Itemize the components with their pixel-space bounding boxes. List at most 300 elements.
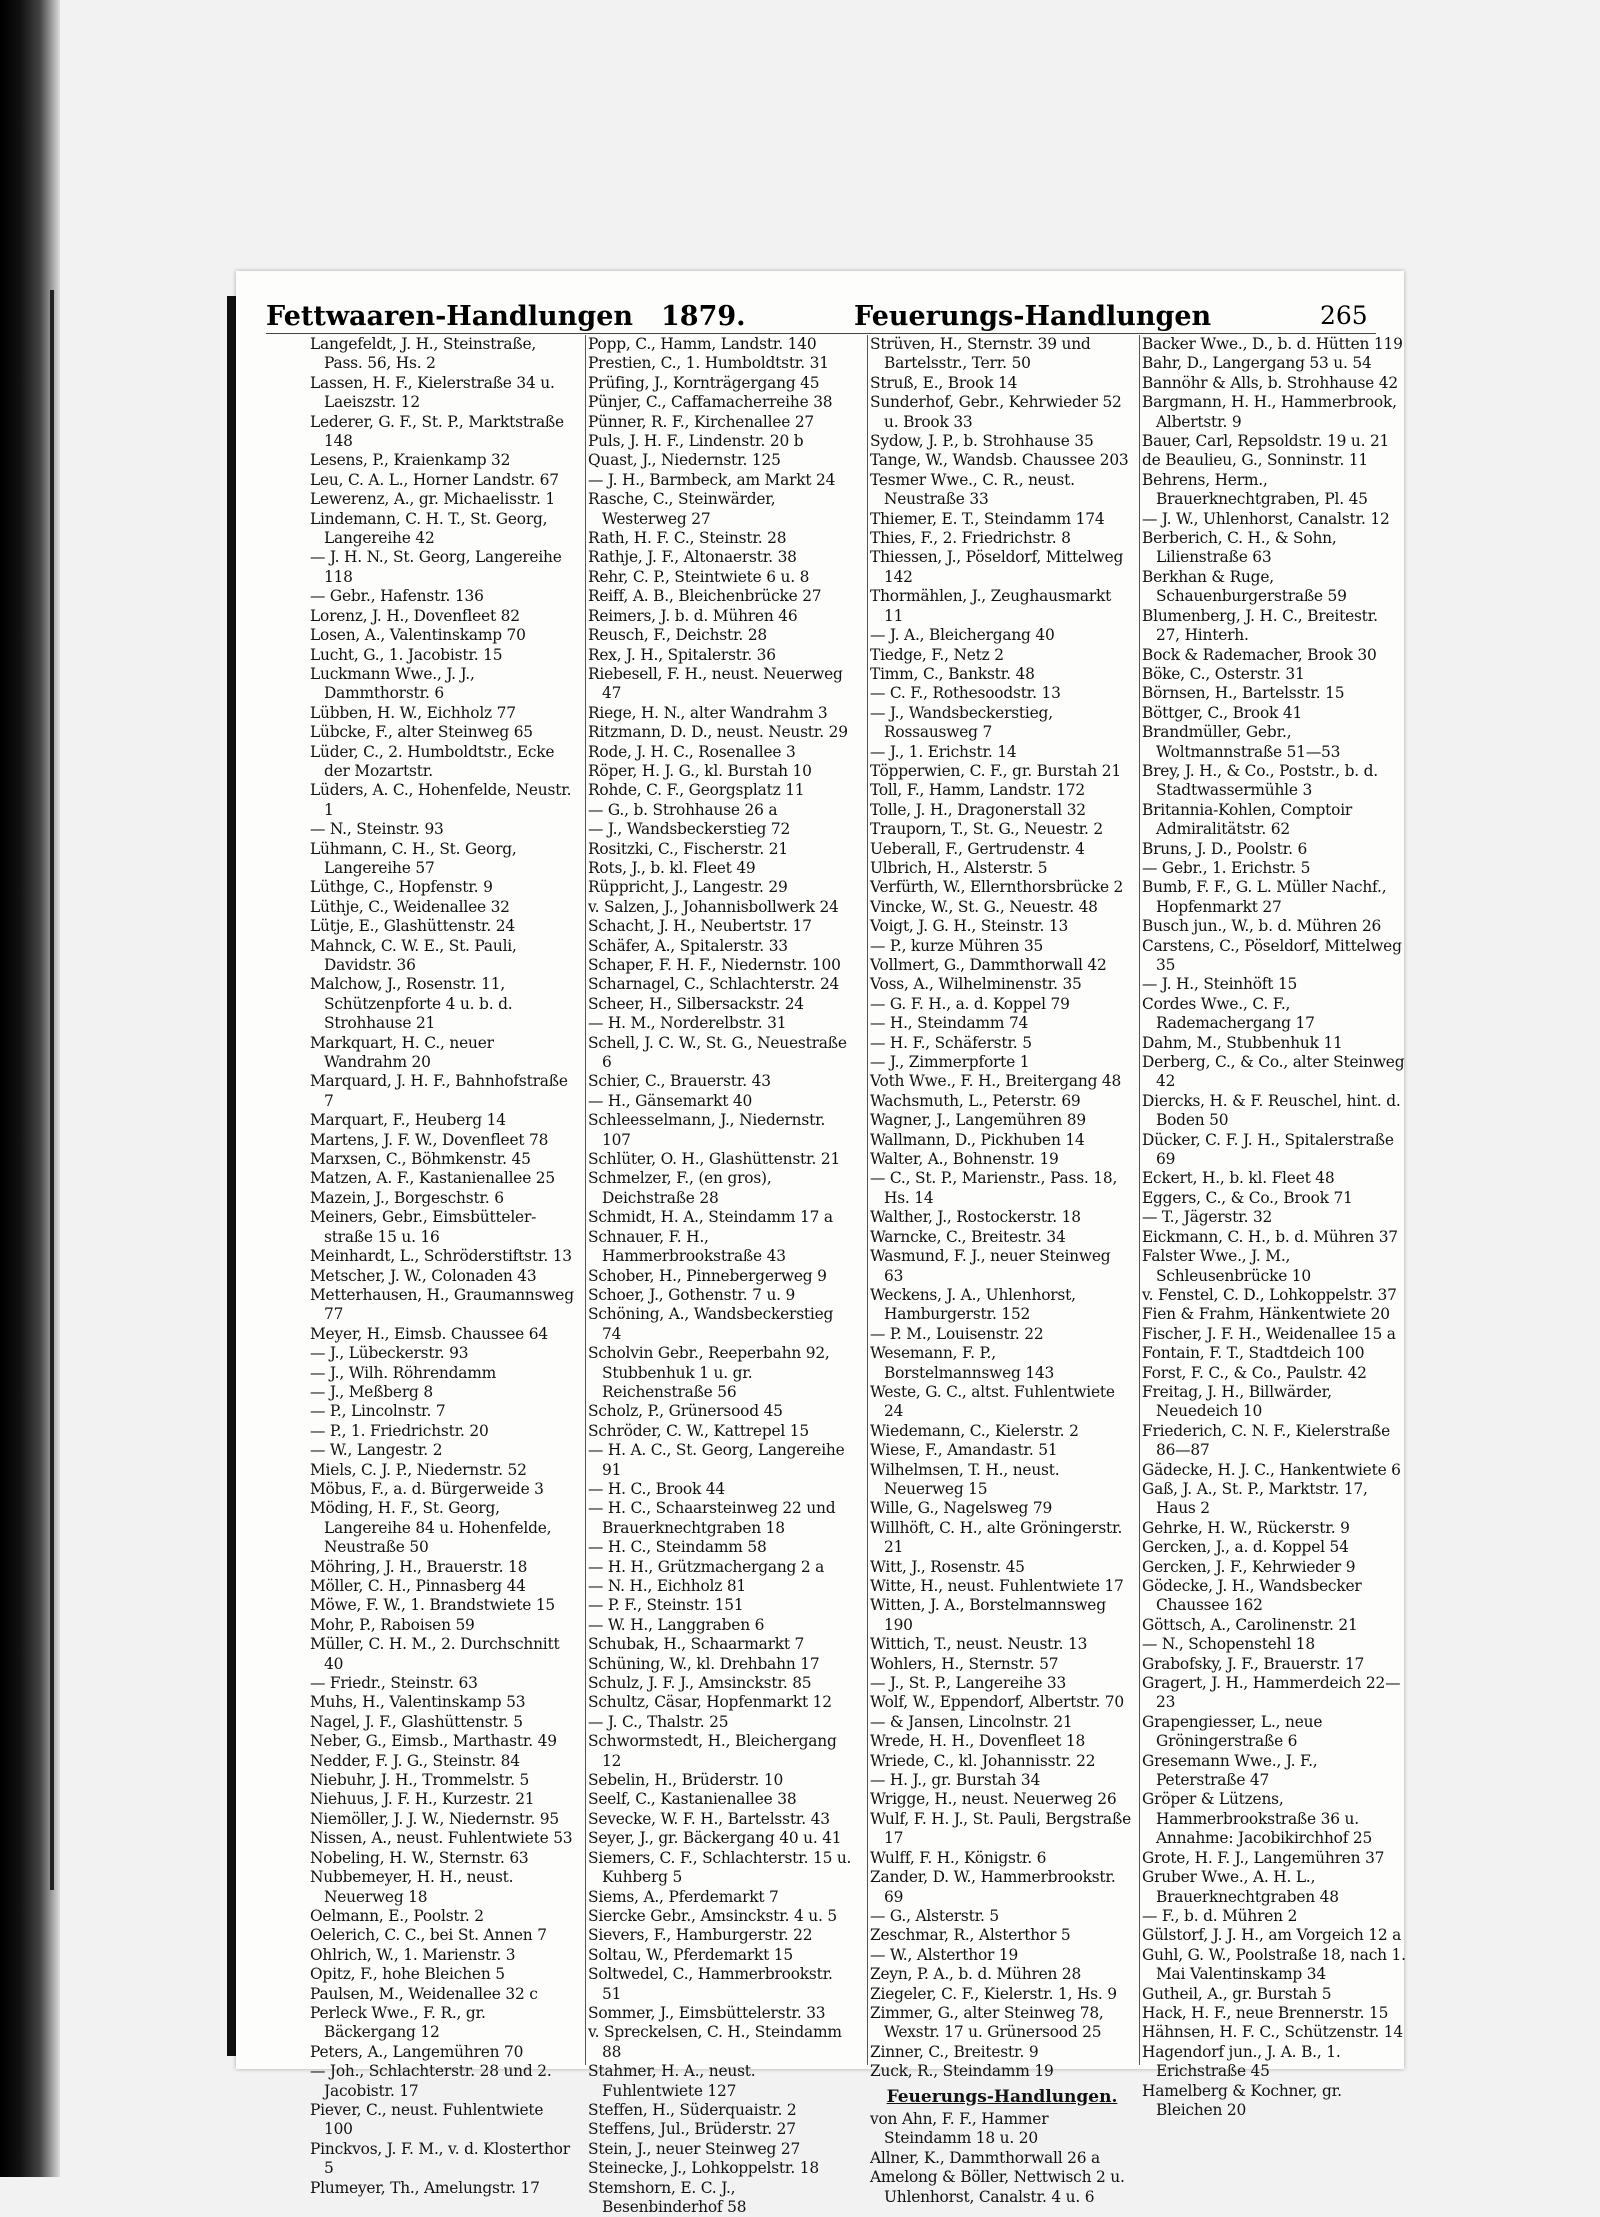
directory-entry: Mazein, J., Borgeschstr. 6: [310, 1188, 504, 1207]
directory-entry: Riege, H. N., alter Wandrahm 3: [588, 703, 828, 722]
directory-entry: Gercken, J. F., Kehrwieder 9: [1142, 1557, 1356, 1576]
directory-entry: Malchow, J., Rosenstr. 11, Schützenpforte 4 u. b. d. Strohhause 21: [310, 975, 513, 1033]
directory-entry: Weste, G. C., altst. Fuhlentwiete 24: [870, 1382, 1115, 1421]
directory-entry: — J., Wilh. Röhrendamm: [310, 1363, 496, 1382]
directory-entry: Plumeyer, Th., Amelungstr. 17: [310, 2178, 540, 2197]
directory-entry: Oelerich, C. C., bei St. Annen 7: [310, 1926, 547, 1945]
directory-entry: Prestien, C., 1. Humboldtstr. 31: [588, 354, 829, 373]
directory-entry: Wesemann, F. P., Borstelmannsweg 143: [870, 1344, 1055, 1382]
directory-entry: Voss, A., Wilhelminenstr. 35: [870, 975, 1082, 994]
directory-entry: Gädecke, H. J. C., Hankentwiete 6: [1142, 1460, 1401, 1479]
directory-entry: Lorenz, J. H., Dovenfleet 82: [310, 606, 520, 625]
directory-entry: Thies, F., 2. Friedrichstr. 8: [870, 529, 1071, 548]
directory-entry: Sebelin, H., Brüderstr. 10: [588, 1771, 784, 1790]
directory-entry: — T., Jägerstr. 32: [1142, 1208, 1273, 1227]
directory-entry: Wriede, C., kl. Johannisstr. 22: [870, 1751, 1096, 1770]
directory-entry: Wagner, J., Langemühren 89: [870, 1111, 1086, 1130]
directory-entry: Losen, A., Valentinskamp 70: [310, 626, 526, 645]
directory-entry: Willhöft, C. H., alte Gröningerstr. 21: [870, 1518, 1123, 1557]
directory-entry: Müller, C. H. M., 2. Durchschnitt 40: [310, 1635, 560, 1673]
directory-entry: Rehr, C. P., Steintwiete 6 u. 8: [588, 567, 810, 586]
directory-entry: — Friedr., Steinstr. 63: [310, 1674, 478, 1693]
directory-entry: Reiff, A. B., Bleichenbrücke 27: [588, 587, 822, 606]
directory-entry: Gercken, J., a. d. Koppel 54: [1142, 1538, 1349, 1557]
directory-entry: Fischer, J. F. H., Weidenallee 15 a: [1142, 1324, 1396, 1343]
directory-entry: Gruber Wwe., A. H. L., Brauerknechtgraben 48: [1142, 1868, 1339, 1906]
directory-entry: Schell, J. C. W., St. G., Neuestraße 6: [588, 1033, 847, 1072]
directory-entry: Grapengiesser, L., neue Gröningerstraße 6: [1142, 1712, 1323, 1751]
directory-entry: Schnauer, F. H., Hammerbrookstraße 43: [588, 1227, 786, 1266]
directory-entry: Lesens, P., Kraienkamp 32: [310, 451, 511, 470]
directory-entry: — N., Steinstr. 93: [310, 820, 444, 839]
directory-entry: — J. H. N., St. Georg, Langereihe 118: [310, 548, 562, 586]
directory-entry: Soltwedel, C., Hammerbrookstr. 51: [588, 1965, 833, 2003]
directory-entry: Wulf, F. H. J., St. Pauli, Bergstraße 17: [870, 1809, 1132, 1848]
directory-entry: Rasche, C., Steinwärder, Westerweg 27: [588, 490, 776, 528]
directory-entry: Sommer, J., Eimsbüttelerstr. 33: [588, 2003, 826, 2022]
directory-entry: Voigt, J. G. H., Steinstr. 13: [870, 917, 1069, 936]
directory-entry: Witt, J., Rosenstr. 45: [870, 1557, 1025, 1576]
directory-entry: Wachsmuth, L., Peterstr. 69: [870, 1091, 1081, 1110]
directory-entry: — C. F., Rothesoodstr. 13: [870, 684, 1061, 703]
directory-entry: Prüfing, J., Kornträgergang 45: [588, 373, 820, 392]
directory-entry: Röper, H. J. G., kl. Burstah 10: [588, 761, 812, 780]
directory-entry: — J. C., Thalstr. 25: [588, 1712, 729, 1731]
directory-entry: — F., b. d. Mühren 2: [1142, 1906, 1298, 1925]
directory-entry: Pinckvos, J. F. M., v. d. Klosterthor 5: [310, 2139, 570, 2178]
directory-entry: Gragert, J. H., Hammerdeich 22—23: [1142, 1674, 1401, 1712]
directory-entry: — J., Wandsbeckerstieg, Rossausweg 7: [870, 703, 1053, 742]
directory-entry: Zinner, C., Breitestr. 9: [870, 2042, 1039, 2061]
directory-entry: Carstens, C., Pöseldorf, Mittelweg 35: [1142, 936, 1402, 974]
directory-entry: Timm, C., Bankstr. 48: [870, 664, 1035, 683]
directory-entry: Schüning, W., kl. Drehbahn 17: [588, 1654, 820, 1673]
directory-entry: Gödecke, J. H., Wandsbecker Chaussee 162: [1142, 1577, 1362, 1615]
directory-entry: Muhs, H., Valentinskamp 53: [310, 1693, 526, 1712]
directory-entry: — H. C., Schaarsteinweg 22 und Brauerknechtgraben 18: [588, 1499, 836, 1537]
directory-entry: Schacht, J. H., Neubertstr. 17: [588, 917, 812, 936]
directory-entry: — H. J., gr. Burstah 34: [870, 1771, 1041, 1790]
directory-entry: — H. C., Brook 44: [588, 1479, 725, 1498]
directory-entry: Marquard, J. H. F., Bahnhofstraße 7: [310, 1072, 568, 1110]
directory-entry: Voth Wwe., F. H., Breitergang 48: [870, 1072, 1122, 1091]
directory-entry: — J., Zimmerpforte 1: [870, 1053, 1030, 1072]
directory-entry: Bargmann, H. H., Hammerbrook, Albertstr. 9: [1142, 393, 1397, 431]
directory-entry: Möller, C. H., Pinnasberg 44: [310, 1577, 526, 1595]
directory-entry: Derberg, C., & Co., alter Steinweg 42: [1142, 1053, 1405, 1091]
directory-entry: Witte, H., neust. Fuhlentwiete 17: [870, 1577, 1124, 1595]
directory-entry: Ziegeler, C. F., Kielerstr. 1, Hs. 9: [870, 1984, 1117, 2003]
directory-entry: Lucht, G., 1. Jacobistr. 15: [310, 645, 503, 664]
directory-entry: — J., Lübeckerstr. 93: [310, 1344, 469, 1363]
directory-entry: Meiners, Gebr., Eimsbütteler-straße 15 u. 16: [310, 1208, 537, 1246]
directory-entry: Berberich, C. H., & Sohn, Lilienstraße 63: [1142, 529, 1337, 567]
directory-entry: v. Fenstel, C. D., Lohkoppelstr. 37: [1142, 1285, 1397, 1304]
directory-entry: Reusch, F., Deichstr. 28: [588, 626, 767, 645]
directory-entry: Wittich, T., neust. Neustr. 13: [870, 1635, 1088, 1654]
column-divider: [867, 335, 868, 2065]
directory-entry: Neber, G., Eimsb., Marthastr. 49: [310, 1732, 557, 1751]
directory-entry: Wallmann, D., Pickhuben 14: [870, 1130, 1085, 1149]
directory-entry: Schier, C., Brauerstr. 43: [588, 1072, 771, 1091]
directory-entry: Amelong & Böller, Nettwisch 2 u. Uhlenhorst, Canalstr. 4 u. 6: [870, 2168, 1125, 2206]
directory-entry: Sydow, J. P., b. Strohhause 35: [870, 432, 1094, 451]
directory-entry: — J. W., Uhlenhorst, Canalstr. 12: [1142, 509, 1390, 528]
directory-entry: Freitag, J. H., Billwärder, Neuedeich 10: [1142, 1382, 1332, 1421]
directory-entry: Zeyn, P. A., b. d. Mühren 28: [870, 1965, 1082, 1984]
directory-entry: Stahmer, H. A., neust. Fuhlentwiete 127: [588, 2062, 756, 2100]
directory-entry: Rohde, C. F., Georgsplatz 11: [588, 781, 805, 800]
directory-entry: Nubbemeyer, H. H., neust. Neuerweg 18: [310, 1868, 514, 1906]
directory-entry: — J. A., Bleichergang 40: [870, 626, 1055, 645]
directory-entry: Schöning, A., Wandsbeckerstieg 74: [588, 1305, 834, 1343]
directory-entry: Brey, J. H., & Co., Poststr., b. d. Stadtwassermühle 3: [1142, 761, 1378, 800]
directory-entry: Seelf, C., Kastanienallee 38: [588, 1790, 797, 1809]
directory-entry: Dahm, M., Stubbenhuk 11: [1142, 1033, 1343, 1052]
directory-entry: Martens, J. F. W., Dovenfleet 78: [310, 1130, 549, 1149]
directory-entry: Sevecke, W. F. H., Bartelsstr. 43: [588, 1809, 830, 1828]
directory-entry: — J., Meßberg 8: [310, 1382, 433, 1401]
directory-entry: Tange, W., Wandsb. Chaussee 203: [870, 451, 1129, 470]
directory-entry: Markquart, H. C., neuer Wandrahm 20: [310, 1033, 494, 1072]
directory-entry: Lüthge, C., Hopfenstr. 9: [310, 878, 493, 897]
directory-entry: Zander, D. W., Hammerbrookstr. 69: [870, 1868, 1116, 1906]
directory-entry: Eggers, C., & Co., Brook 71: [1142, 1188, 1353, 1207]
directory-entry: — J., St. P., Langereihe 33: [870, 1674, 1067, 1693]
section-heading: Feuerungs-Handlungen.: [886, 2086, 1118, 2107]
directory-entry: Toll, F., Hamm, Landstr. 172: [870, 781, 1085, 800]
directory-entry: Diercks, H. & F. Reuschel, hint. d. Boden 50: [1142, 1091, 1401, 1130]
directory-entry: Struß, E., Brook 14: [870, 373, 1018, 392]
directory-entry: Behrens, Herm., Brauerknechtgraben, Pl. 45: [1142, 470, 1368, 509]
directory-entry: Siemers, C. F., Schlachterstr. 15 u. Kuhberg 5: [588, 1848, 852, 1887]
directory-entry: — G. F. H., a. d. Koppel 79: [870, 994, 1070, 1013]
directory-entry: Berkhan & Ruge, Schauenburgerstraße 59: [1142, 567, 1347, 606]
directory-entry: Quast, J., Niedernstr. 125: [588, 451, 781, 470]
directory-entry: Perleck Wwe., F. R., gr. Bäckergang 12: [310, 2003, 486, 2042]
directory-entry: Reimers, J. b. d. Mühren 46: [588, 606, 798, 625]
directory-entry: Grote, H. F. J., Langemühren 37: [1142, 1848, 1385, 1867]
directory-entry: Wilhelmsen, T. H., neust. Neuerweg 15: [870, 1460, 1060, 1498]
directory-entry: — H. A. C., St. Georg, Langereihe 91: [588, 1441, 845, 1479]
directory-entry: Vollmert, G., Dammthorwall 42: [870, 956, 1107, 974]
directory-entry: v. Spreckelsen, C. H., Steindamm 88: [588, 2023, 842, 2061]
directory-entry: Rode, J. H. C., Rosenallee 3: [588, 742, 796, 761]
directory-entry: — W., Alsterthor 19: [870, 1945, 1019, 1964]
directory-entry: Trauporn, T., St. G., Neuestr. 2: [870, 820, 1104, 839]
directory-entry: Bock & Rademacher, Brook 30: [1142, 645, 1377, 664]
directory-entry: Miels, C. J. P., Niedernstr. 52: [310, 1460, 527, 1479]
directory-entry: Rathje, J. F., Altonaerstr. 38: [588, 548, 797, 567]
directory-entry: — J. H., Barmbeck, am Markt 24: [588, 470, 836, 489]
directory-entry: Möbus, F., a. d. Bürgerweide 3: [310, 1479, 544, 1498]
directory-entry: Hähnsen, H. F. C., Schützenstr. 14: [1142, 2023, 1403, 2042]
directory-entry: Ohlrich, W., 1. Marienstr. 3: [310, 1945, 516, 1964]
directory-entry: Lütje, E., Glashüttenstr. 24: [310, 917, 515, 936]
directory-entry: Matzen, A. F., Kastanienallee 25: [310, 1169, 555, 1188]
directory-entry: Peters, A., Langemühren 70: [310, 2042, 524, 2061]
column-divider: [585, 335, 586, 2065]
directory-entry: Thiemer, E. T., Steindamm 174: [870, 509, 1105, 528]
directory-entry: Hagendorf jun., J. A. B., 1. Erichstraße 45: [1142, 2042, 1341, 2081]
directory-entry: Wiedemann, C., Kielerstr. 2: [870, 1421, 1079, 1440]
directory-entry: Grabofsky, J. F., Brauerstr. 17: [1142, 1654, 1365, 1673]
directory-entry: — W. H., Langgraben 6: [588, 1615, 765, 1634]
directory-entry: Rositzki, C., Fischerstr. 21: [588, 839, 788, 858]
directory-entry: Zuck, R., Steindamm 19: [870, 2062, 1054, 2081]
directory-entry: Langefeldt, J. H., Steinstraße, Pass. 56, Hs. 2: [310, 335, 537, 373]
directory-entry: Möding, H. F., St. Georg, Langereihe 84 u. Hohenfelde, Neustraße 50: [310, 1499, 552, 1557]
directory-entry: — P., kurze Mühren 35: [870, 936, 1044, 955]
directory-entry: — H., Gänsemarkt 40: [588, 1091, 753, 1110]
directory-entry: — P. M., Louisenstr. 22: [870, 1324, 1044, 1343]
directory-entry: Siems, A., Pferdemarkt 7: [588, 1887, 779, 1906]
column-3: [870, 335, 1134, 2207]
directory-entry: Walter, A., Bohnenstr. 19: [870, 1150, 1059, 1169]
directory-entry: Schober, H., Pinnebergerweg 9: [588, 1266, 827, 1285]
directory-entry: Tiedge, F., Netz 2: [870, 645, 1004, 664]
directory-entry: Thiessen, J., Pöseldorf, Mittelweg 142: [870, 548, 1124, 586]
directory-entry: von Ahn, F. F., Hammer Steindamm 18 u. 20: [870, 2109, 1049, 2148]
directory-entry: Schubak, H., Schaarmarkt 7: [588, 1635, 805, 1654]
directory-entry: v. Salzen, J., Johannisbollwerk 24: [588, 897, 839, 916]
column-1: [310, 335, 574, 2198]
column-2: [588, 335, 852, 2217]
directory-entry: Marquart, F., Heuberg 14: [310, 1111, 506, 1130]
page-number: 265: [1320, 301, 1368, 330]
directory-entry: Dücker, C. F. J. H., Spitalerstraße 69: [1142, 1130, 1394, 1169]
directory-entry: Soltau, W., Pferdemarkt 15: [588, 1945, 793, 1964]
directory-entry: Wille, G., Nagelsweg 79: [870, 1499, 1053, 1518]
directory-entry: Schleesselmann, J., Niedernstr. 107: [588, 1111, 826, 1149]
directory-entry: — H., Steindamm 74: [870, 1014, 1029, 1033]
directory-entry: Niemöller, J. J. W., Niedernstr. 95: [310, 1809, 559, 1828]
directory-entry: Meyer, H., Eimsb. Chaussee 64: [310, 1324, 548, 1343]
directory-entry: Fien & Frahm, Hänkentwiete 20: [1142, 1305, 1390, 1324]
directory-entry: Töpperwien, C. F., gr. Burstah 21: [870, 761, 1121, 780]
directory-entry: Warncke, C., Breitestr. 34: [870, 1227, 1066, 1246]
directory-entry: Schulz, J. F. J., Amsinckstr. 85: [588, 1674, 812, 1693]
directory-entry: Backer Wwe., D., b. d. Hütten 119: [1142, 335, 1403, 353]
directory-entry: Schröder, C. W., Kattrepel 15: [588, 1421, 809, 1440]
directory-entry: Lüthje, C., Weidenallee 32: [310, 897, 510, 916]
directory-entry: — C., St. P., Marienstr., Pass. 18, Hs. 14: [870, 1169, 1118, 1207]
directory-entry: Weckens, J. A., Uhlenhorst, Hamburgerstr. 152: [870, 1285, 1076, 1324]
directory-entry: Böttger, C., Brook 41: [1142, 703, 1303, 722]
directory-entry: Wrigge, H., neust. Neuerweg 26: [870, 1790, 1117, 1809]
directory-entry: Möwe, F. W., 1. Brandstwiete 15: [310, 1596, 555, 1615]
directory-entry: Opitz, F., hohe Bleichen 5: [310, 1965, 505, 1984]
directory-entry: Gaß, J. A., St. P., Marktstr. 17, Haus 2: [1142, 1479, 1368, 1518]
directory-entry: Forst, F. C., & Co., Paulstr. 42: [1142, 1363, 1367, 1382]
facing-page-edge: [0, 0, 60, 2177]
directory-entry: Möhring, J. H., Brauerstr. 18: [310, 1557, 528, 1576]
directory-entry: Leu, C. A. L., Horner Landstr. 67: [310, 470, 559, 489]
directory-entry: Pünner, R. F., Kirchenallee 27: [588, 412, 815, 431]
directory-entry: Schoer, J., Gothenstr. 7 u. 9: [588, 1285, 796, 1304]
directory-entry: Wohlers, H., Sternstr. 57: [870, 1654, 1059, 1673]
directory-entry: — H. C., Steindamm 58: [588, 1538, 767, 1557]
directory-entry: Scholvin Gebr., Reeperbahn 92, Stubbenhuk 1 u. gr. Reichenstraße 56: [588, 1344, 830, 1401]
directory-entry: Oelmann, E., Poolstr. 2: [310, 1906, 484, 1925]
directory-entry: Thormählen, J., Zeughausmarkt 11: [870, 587, 1112, 625]
directory-entry: Wolf, W., Eppendorf, Albertstr. 70: [870, 1693, 1124, 1712]
directory-entry: Scholz, P., Grünersood 45: [588, 1402, 783, 1421]
directory-entry: Marxsen, C., Böhmkenstr. 45: [310, 1150, 531, 1169]
directory-entry: Wasmund, F. J., neuer Steinweg 63: [870, 1247, 1111, 1285]
directory-entry: Göttsch, A., Carolinenstr. 21: [1142, 1615, 1358, 1634]
directory-entry: Niehuus, J. F. H., Kurzestr. 21: [310, 1790, 535, 1809]
directory-entry: Hack, H. F., neue Brennerstr. 15: [1142, 2003, 1389, 2022]
directory-entry: Bumb, F. F., G. L. Müller Nachf., Hopfenmarkt 27: [1142, 878, 1387, 916]
directory-entry: Britannia-Kohlen, Comptoir Admiralitätstr. 62: [1142, 800, 1353, 839]
directory-entry: Lindemann, C. H. T., St. Georg, Langereihe 42: [310, 509, 548, 548]
directory-entry: Schwormstedt, H., Bleichergang 12: [588, 1732, 837, 1770]
directory-entry: Niebuhr, J. H., Trommelstr. 5: [310, 1771, 530, 1790]
directory-entry: — G., b. Strohhause 26 a: [588, 800, 778, 819]
directory-entry: Bannöhr & Alls, b. Strohhause 42: [1142, 373, 1398, 392]
directory-entry: Böke, C., Osterstr. 31: [1142, 664, 1305, 683]
directory-entry: Nedder, F. J. G., Steinstr. 84: [310, 1751, 520, 1770]
directory-entry: Hamelberg & Kochner, gr. Bleichen 20: [1142, 2081, 1342, 2119]
column-4: [1142, 335, 1406, 2120]
directory-entry: — G., Alsterstr. 5: [870, 1906, 1000, 1925]
header-rule: [266, 333, 1376, 334]
directory-entry: Metterhausen, H., Graumannsweg 77: [310, 1285, 574, 1324]
directory-entry: Luckmann Wwe., J. J., Dammthorstr. 6: [310, 664, 475, 703]
directory-entry: Bauer, Carl, Repsoldstr. 19 u. 21: [1142, 432, 1390, 451]
directory-entry: Popp, C., Hamm, Landstr. 140: [588, 335, 817, 353]
directory-entry: Lübben, H. W., Eichholz 77: [310, 703, 516, 722]
directory-entry: — Gebr., 1. Erichstr. 5: [1142, 858, 1311, 877]
directory-entry: Börnsen, H., Bartelsstr. 15: [1142, 684, 1345, 703]
directory-entry: Rots, J., b. kl. Fleet 49: [588, 858, 756, 877]
directory-entry: — Gebr., Hafenstr. 136: [310, 587, 484, 606]
directory-entry: Steffens, Jul., Brüderstr. 27: [588, 2120, 796, 2139]
directory-entry: Schlüter, O. H., Glashüttenstr. 21: [588, 1150, 841, 1169]
header-left-title: Fettwaaren-Handlungen: [266, 301, 634, 332]
header-year: 1879.: [661, 301, 746, 332]
directory-entry: Schmelzer, F., (en gros), Deichstraße 28: [588, 1169, 772, 1207]
directory-entry: Brandmüller, Gebr., Woltmannstraße 51—53: [1142, 723, 1341, 761]
directory-entry: Busch jun., W., b. d. Mühren 26: [1142, 917, 1382, 936]
directory-entry: de Beaulieu, G., Sonninstr. 11: [1142, 451, 1369, 470]
directory-entry: Mahnck, C. W. E., St. Pauli, Davidstr. 36: [310, 936, 517, 974]
directory-entry: Ulbrich, H., Alsterstr. 5: [870, 858, 1048, 877]
directory-entry: Verfürth, W., Ellernthorsbrücke 2: [870, 878, 1124, 897]
directory-entry: Lassen, H. F., Kielerstraße 34 u. Laeiszstr. 12: [310, 373, 555, 412]
directory-entry: Ritzmann, D. D., neust. Neustr. 29: [588, 723, 848, 742]
directory-entry: Metscher, J. W., Colonaden 43: [310, 1266, 537, 1285]
directory-entry: — & Jansen, Lincolnstr. 21: [870, 1712, 1073, 1731]
directory-entry: Paulsen, M., Weidenallee 32 c: [310, 1984, 538, 2003]
directory-entry: Gresemann Wwe., J. F., Peterstraße 47: [1142, 1751, 1318, 1790]
directory-entry: Stemshorn, E. C. J., Besenbinderhof 58: [588, 2178, 747, 2216]
directory-entry: Guhl, G. W., Poolstraße 18, nach 1. Mai Valentinskamp 34: [1142, 1945, 1406, 1984]
directory-entry: Meinhardt, L., Schröderstiftstr. 13: [310, 1247, 572, 1266]
directory-entry: Rex, J. H., Spitalerstr. 36: [588, 645, 776, 664]
directory-entry: Seyer, J., gr. Bäckergang 40 u. 41: [588, 1829, 842, 1848]
directory-entry: — J. H., Steinhöft 15: [1142, 975, 1298, 994]
directory-entry: Tolle, J. H., Dragonerstall 32: [870, 800, 1086, 819]
directory-entry: — P., 1. Friedrichstr. 20: [310, 1421, 489, 1440]
directory-entry: Wrede, H. H., Dovenfleet 18: [870, 1732, 1086, 1751]
directory-entry: — H. H., Grützmachergang 2 a: [588, 1557, 825, 1576]
directory-entry: — J., 1. Erichstr. 14: [870, 742, 1017, 761]
directory-entry: Vincke, W., St. G., Neuestr. 48: [870, 897, 1098, 916]
directory-entry: — H. F., Schäferstr. 5: [870, 1033, 1032, 1052]
directory-entry: Zimmer, G., alter Steinweg 78, Wexstr. 17 u. Grünersood 25: [870, 2003, 1104, 2042]
directory-entry: — Joh., Schlachterstr. 28 und 2. Jacobistr. 17: [310, 2062, 552, 2100]
directory-entry: Steffen, H., Süderquaistr. 2: [588, 2100, 797, 2119]
directory-entry: Walther, J., Rostockerstr. 18: [870, 1208, 1081, 1227]
directory-entry: Ueberall, F., Gertrudenstr. 4: [870, 839, 1085, 858]
directory-entry: Gehrke, H. W., Rückerstr. 9: [1142, 1518, 1350, 1537]
directory-entry: Gutheil, A., gr. Burstah 5: [1142, 1984, 1332, 2003]
directory-entry: Eickmann, C. H., b. d. Mühren 37: [1142, 1227, 1398, 1246]
directory-entry: Falster Wwe., J. M., Schleusenbrücke 10: [1142, 1247, 1311, 1285]
directory-entry: — P., Lincolnstr. 7: [310, 1402, 446, 1421]
directory-entry: Lüder, C., 2. Humboldtstr., Ecke der Mozartstr.: [310, 742, 555, 780]
directory-entry: — J., Wandsbeckerstieg 72: [588, 820, 791, 839]
directory-entry: Zeschmar, R., Alsterthor 5: [870, 1926, 1071, 1945]
directory-entry: Allner, K., Dammthorwall 26 a: [870, 2148, 1100, 2167]
directory-entry: Witten, J. A., Borstelmannsweg 190: [870, 1596, 1106, 1634]
directory-entry: Wulff, F. H., Königstr. 6: [870, 1848, 1047, 1867]
directory-entry: — N., Schopenstehl 18: [1142, 1635, 1315, 1654]
directory-entry: — P. F., Steinstr. 151: [588, 1596, 744, 1615]
directory-entry: Wiese, F., Amandastr. 51: [870, 1441, 1058, 1460]
directory-entry: Pünjer, C., Caffamacherreihe 38: [588, 393, 833, 412]
directory-entry: Lühmann, C. H., St. Georg, Langereihe 57: [310, 839, 517, 877]
directory-entry: Rath, H. F. C., Steinstr. 28: [588, 529, 787, 548]
directory-entry: Tesmer Wwe., C. R., neust. Neustraße 33: [870, 470, 1075, 509]
directory-entry: Bahr, D., Langergang 53 u. 54: [1142, 354, 1372, 373]
directory-entry: Piever, C., neust. Fuhlentwiete 100: [310, 2100, 544, 2139]
directory-entry: Lüders, A. C., Hohenfelde, Neustr. 1: [310, 781, 572, 819]
directory-entry: Rüppricht, J., Langestr. 29: [588, 878, 788, 897]
directory-entry: Schmidt, H. A., Steindamm 17 a: [588, 1208, 833, 1227]
directory-entry: Sunderhof, Gebr., Kehrwieder 52 u. Brook 33: [870, 393, 1122, 431]
directory-entry: Scheer, H., Silbersackstr. 24: [588, 994, 804, 1013]
directory-entry: Cordes Wwe., C. F., Rademachergang 17: [1142, 994, 1315, 1033]
column-divider: [1139, 335, 1140, 2065]
directory-entry: Lewerenz, A., gr. Michaelisstr. 1: [310, 490, 555, 509]
directory-entry: Blumenberg, J. H. C., Breitestr. 27, Hinterh.: [1142, 606, 1378, 645]
directory-entry: Lübcke, F., alter Steinweg 65: [310, 723, 533, 742]
directory-entry: Lederer, G. F., St. P., Marktstraße 148: [310, 412, 564, 451]
directory-entry: Schäfer, A., Spitalerstr. 33: [588, 936, 788, 955]
directory-entry: Scharnagel, C., Schlachterstr. 24: [588, 975, 840, 994]
directory-entry: Bruns, J. D., Poolstr. 6: [1142, 839, 1308, 858]
directory-entry: Puls, J. H. F., Lindenstr. 20 b: [588, 432, 804, 451]
directory-entry: Nissen, A., neust. Fuhlentwiete 53: [310, 1829, 573, 1848]
directory-entry: Friederich, C. N. F., Kielerstraße 86—87: [1142, 1421, 1390, 1460]
directory-entry: — N. H., Eichholz 81: [588, 1577, 747, 1595]
directory-entry: — H. M., Norderelbstr. 31: [588, 1014, 787, 1033]
directory-entry: Strüven, H., Sternstr. 39 und Bartelsstr., Terr. 50: [870, 335, 1091, 373]
directory-entry: Nobeling, H. W., Sternstr. 63: [310, 1848, 529, 1867]
directory-entry: Stein, J., neuer Steinweg 27: [588, 2139, 801, 2158]
page-paper: [236, 271, 1406, 2216]
directory-entry: Steinecke, J., Lohkoppelstr. 18: [588, 2159, 819, 2178]
directory-entry: Nagel, J. F., Glashüttenstr. 5: [310, 1712, 523, 1731]
directory-entry: Mohr, P., Raboisen 59: [310, 1615, 475, 1634]
directory-entry: Siercke Gebr., Amsinckstr. 4 u. 5: [588, 1906, 837, 1925]
directory-entry: Riebesell, F. H., neust. Neuerweg 47: [588, 664, 843, 703]
directory-entry: Gröper & Lützens, Hammerbrookstraße 36 u. Annahme: Jacobikirchhof 25: [1142, 1790, 1373, 1848]
directory-entry: Sievers, F., Hamburgerstr. 22: [588, 1926, 813, 1945]
